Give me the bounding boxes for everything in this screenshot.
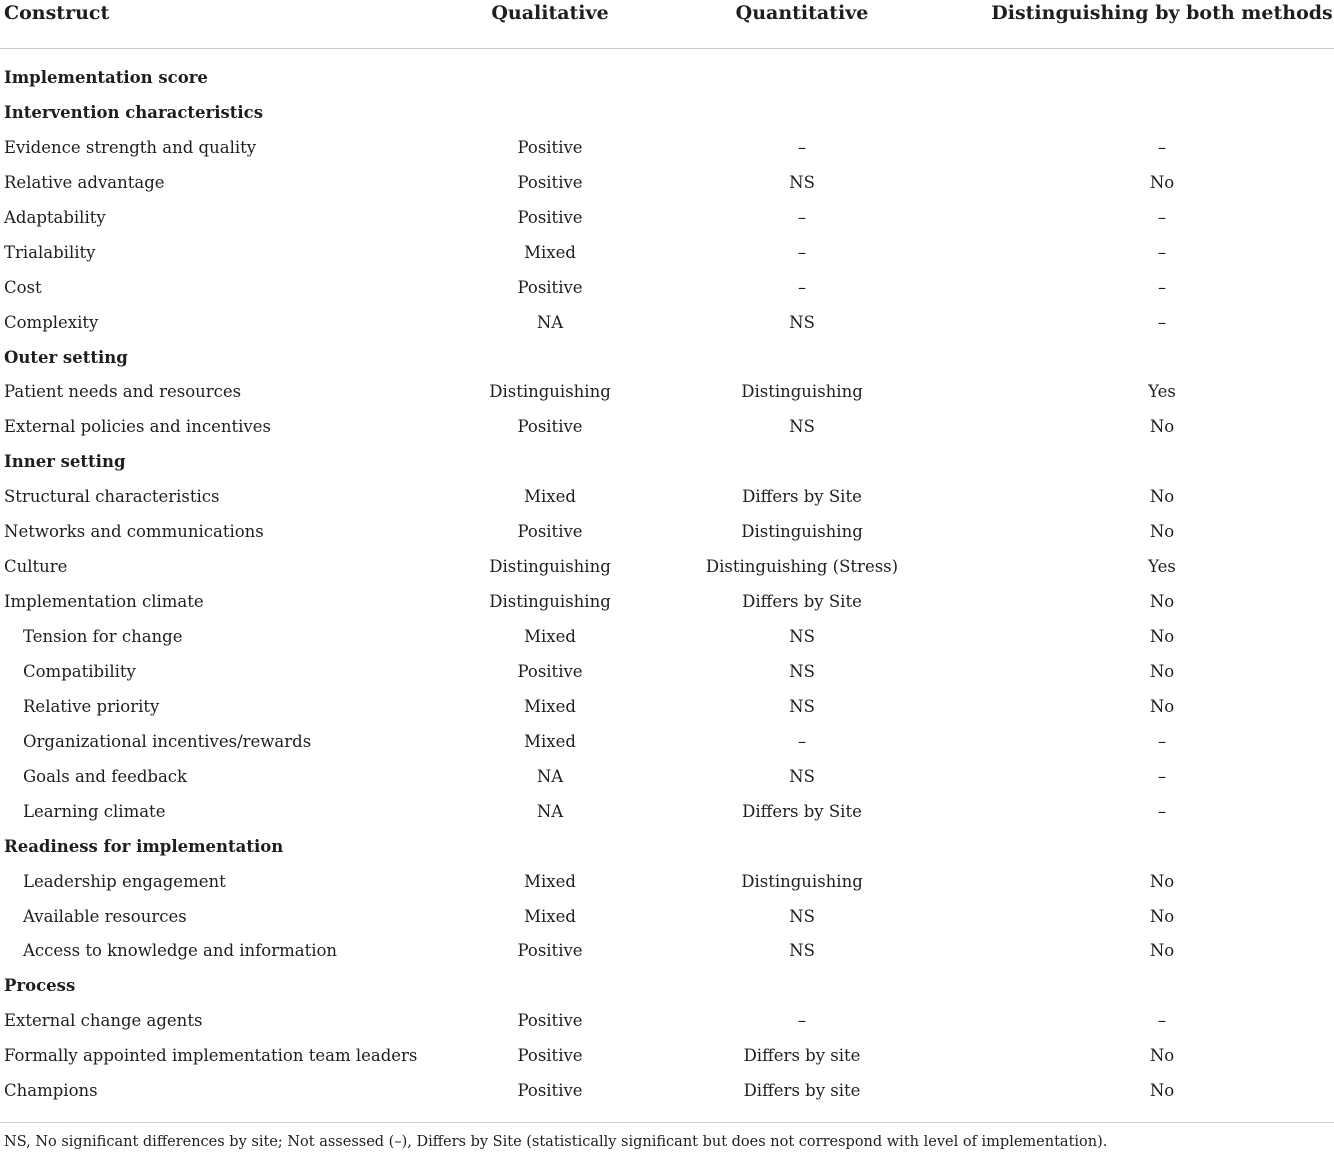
construct-cell: External change agents bbox=[4, 1011, 203, 1031]
both-methods-cell: No bbox=[1149, 522, 1175, 542]
quantitative-cell: Distinguishing (Stress) bbox=[705, 557, 899, 577]
construct-cell: Organizational incentives/rewards bbox=[23, 731, 312, 751]
qualitative-cell: Positive bbox=[517, 172, 583, 192]
quantitative-cell: Distinguishing bbox=[741, 382, 863, 402]
construct-cell: Leadership engagement bbox=[23, 871, 226, 891]
table-row bbox=[0, 584, 1334, 619]
table-row bbox=[0, 933, 1334, 968]
both-methods-cell: Yes bbox=[1148, 557, 1176, 577]
both-methods-cell: – bbox=[1157, 207, 1167, 227]
both-methods-cell: No bbox=[1149, 906, 1175, 926]
quantitative-cell: – bbox=[797, 207, 807, 227]
both-methods-cell: – bbox=[1157, 277, 1167, 297]
table-body bbox=[0, 60, 1334, 1108]
qualitative-cell: Positive bbox=[517, 1081, 583, 1101]
quantitative-cell: – bbox=[797, 277, 807, 297]
construct-cell: Available resources bbox=[23, 906, 187, 926]
quantitative-cell: NS bbox=[789, 312, 815, 332]
qualitative-cell: Mixed bbox=[524, 871, 576, 891]
quantitative-cell: – bbox=[797, 731, 807, 751]
construct-cell: External policies and incentives bbox=[4, 417, 271, 437]
qualitative-cell: Mixed bbox=[524, 487, 576, 507]
header-distinguishing-both: Distinguishing by both methods bbox=[991, 2, 1333, 24]
table-row bbox=[0, 270, 1334, 305]
quantitative-cell: Distinguishing bbox=[741, 871, 863, 891]
construct-cell: Trialability bbox=[4, 242, 96, 262]
both-methods-cell: No bbox=[1149, 487, 1175, 507]
both-methods-cell: – bbox=[1157, 312, 1167, 332]
both-methods-cell: – bbox=[1157, 1011, 1167, 1031]
section-row bbox=[0, 968, 1334, 1003]
construct-cell: Implementation climate bbox=[4, 592, 204, 612]
table-row bbox=[0, 654, 1334, 689]
table-row bbox=[0, 409, 1334, 444]
table-row bbox=[0, 549, 1334, 584]
section-row bbox=[0, 95, 1334, 130]
quantitative-cell: – bbox=[797, 137, 807, 157]
quantitative-cell: Differs by site bbox=[743, 1081, 861, 1101]
table-row bbox=[0, 235, 1334, 270]
table-row bbox=[0, 864, 1334, 899]
qualitative-cell: Mixed bbox=[524, 627, 576, 646]
table-row bbox=[0, 130, 1334, 165]
section-row bbox=[0, 444, 1334, 479]
qualitative-cell: Positive bbox=[517, 1046, 583, 1066]
construct-cell: Evidence strength and quality bbox=[4, 137, 257, 157]
construct-cell: Structural characteristics bbox=[4, 487, 220, 507]
quantitative-cell: NS bbox=[789, 766, 815, 786]
qualitative-cell: Mixed bbox=[524, 242, 576, 262]
construct-cell: Cost bbox=[4, 277, 42, 297]
table-row bbox=[0, 759, 1334, 794]
construct-cell: Readiness for implementation bbox=[4, 836, 284, 856]
qualitative-cell: Positive bbox=[517, 1011, 583, 1031]
qualitative-cell: Distinguishing bbox=[489, 382, 611, 402]
table-footnote: NS, No significant differences by site; Not assessed (–), Differs by Site (statistically significant but does not correspond with level of implementation). bbox=[4, 1134, 1108, 1150]
section-row bbox=[0, 829, 1334, 864]
table-header bbox=[0, 0, 1334, 49]
table-row bbox=[0, 514, 1334, 549]
quantitative-cell: Differs by Site bbox=[742, 592, 862, 612]
both-methods-cell: – bbox=[1157, 766, 1167, 786]
qualitative-cell: Positive bbox=[517, 941, 583, 961]
quantitative-cell: – bbox=[797, 1011, 807, 1031]
table-row bbox=[0, 1003, 1334, 1038]
qualitative-cell: Mixed bbox=[524, 731, 576, 751]
both-methods-cell: No bbox=[1149, 661, 1175, 681]
construct-cell: Learning climate bbox=[23, 801, 166, 821]
construct-cell: Complexity bbox=[4, 312, 99, 332]
construct-cell: Intervention characteristics bbox=[4, 102, 264, 122]
construct-cell: Goals and feedback bbox=[23, 766, 188, 786]
qualitative-cell: Mixed bbox=[524, 696, 576, 716]
both-methods-cell: Yes bbox=[1148, 382, 1176, 402]
both-methods-cell: No bbox=[1149, 941, 1175, 961]
quantitative-cell: NS bbox=[789, 627, 815, 646]
table-row bbox=[0, 479, 1334, 514]
both-methods-cell: – bbox=[1157, 242, 1167, 262]
table-row bbox=[0, 689, 1334, 724]
both-methods-cell: No bbox=[1149, 627, 1175, 646]
header-construct: Construct bbox=[4, 2, 110, 24]
construct-cell: Process bbox=[4, 976, 76, 996]
section-row bbox=[0, 340, 1334, 375]
qualitative-cell: Positive bbox=[517, 137, 583, 157]
construct-cell: Culture bbox=[4, 557, 68, 577]
quantitative-cell: NS bbox=[789, 906, 815, 926]
qualitative-cell: NA bbox=[536, 801, 564, 821]
construct-cell: Patient needs and resources bbox=[4, 382, 242, 402]
qualitative-cell: Positive bbox=[517, 522, 583, 542]
both-methods-cell: No bbox=[1149, 172, 1175, 192]
both-methods-cell: – bbox=[1157, 801, 1167, 821]
both-methods-cell: No bbox=[1149, 696, 1175, 716]
construct-cell: Formally appointed implementation team leaders bbox=[4, 1046, 418, 1066]
table-row bbox=[0, 1038, 1334, 1073]
quantitative-cell: Differs by site bbox=[743, 1046, 861, 1066]
table-row bbox=[0, 1073, 1334, 1108]
construct-cell: Outer setting bbox=[4, 347, 128, 367]
table-row bbox=[0, 305, 1334, 340]
construct-cell: Inner setting bbox=[4, 452, 126, 472]
quantitative-cell: Distinguishing bbox=[741, 522, 863, 542]
table-row bbox=[0, 794, 1334, 829]
quantitative-cell: Differs by Site bbox=[742, 487, 862, 507]
construct-cell: Relative priority bbox=[23, 696, 160, 716]
construct-cell: Tension for change bbox=[23, 627, 183, 646]
quantitative-cell: NS bbox=[789, 696, 815, 716]
quantitative-cell: – bbox=[797, 242, 807, 262]
qualitative-cell: Positive bbox=[517, 417, 583, 437]
both-methods-cell: – bbox=[1157, 731, 1167, 751]
qualitative-cell: Distinguishing bbox=[489, 557, 611, 577]
qualitative-cell: Mixed bbox=[524, 906, 576, 926]
quantitative-cell: Differs by Site bbox=[742, 801, 862, 821]
qualitative-cell: Positive bbox=[517, 207, 583, 227]
construct-cell: Champions bbox=[4, 1081, 98, 1101]
header-qualitative: Qualitative bbox=[491, 2, 609, 24]
construct-cell: Networks and communications bbox=[4, 522, 264, 542]
table-row bbox=[0, 724, 1334, 759]
qualitative-cell: Positive bbox=[517, 661, 583, 681]
both-methods-cell: No bbox=[1149, 1081, 1175, 1101]
qualitative-cell: Positive bbox=[517, 277, 583, 297]
both-methods-cell: No bbox=[1149, 1046, 1175, 1066]
table-row bbox=[0, 374, 1334, 409]
quantitative-cell: NS bbox=[789, 941, 815, 961]
quantitative-cell: NS bbox=[789, 172, 815, 192]
table-row bbox=[0, 619, 1334, 654]
qualitative-cell: NA bbox=[536, 766, 564, 786]
header-quantitative: Quantitative bbox=[735, 2, 869, 24]
both-methods-cell: – bbox=[1157, 137, 1167, 157]
section-row bbox=[0, 60, 1334, 95]
qualitative-cell: NA bbox=[536, 312, 564, 332]
quantitative-cell: NS bbox=[789, 661, 815, 681]
table-row bbox=[0, 200, 1334, 235]
quantitative-cell: NS bbox=[789, 417, 815, 437]
construct-cell: Relative advantage bbox=[4, 172, 165, 192]
table-row bbox=[0, 165, 1334, 200]
construct-cell: Implementation score bbox=[4, 68, 208, 87]
both-methods-cell: No bbox=[1149, 871, 1175, 891]
both-methods-cell: No bbox=[1149, 417, 1175, 437]
table-row bbox=[0, 899, 1334, 934]
footer-divider bbox=[0, 1122, 1334, 1123]
qualitative-cell: Distinguishing bbox=[489, 592, 611, 612]
construct-cell: Compatibility bbox=[23, 661, 136, 681]
construct-cell: Access to knowledge and information bbox=[23, 941, 338, 961]
construct-cell: Adaptability bbox=[4, 207, 106, 227]
both-methods-cell: No bbox=[1149, 592, 1175, 612]
